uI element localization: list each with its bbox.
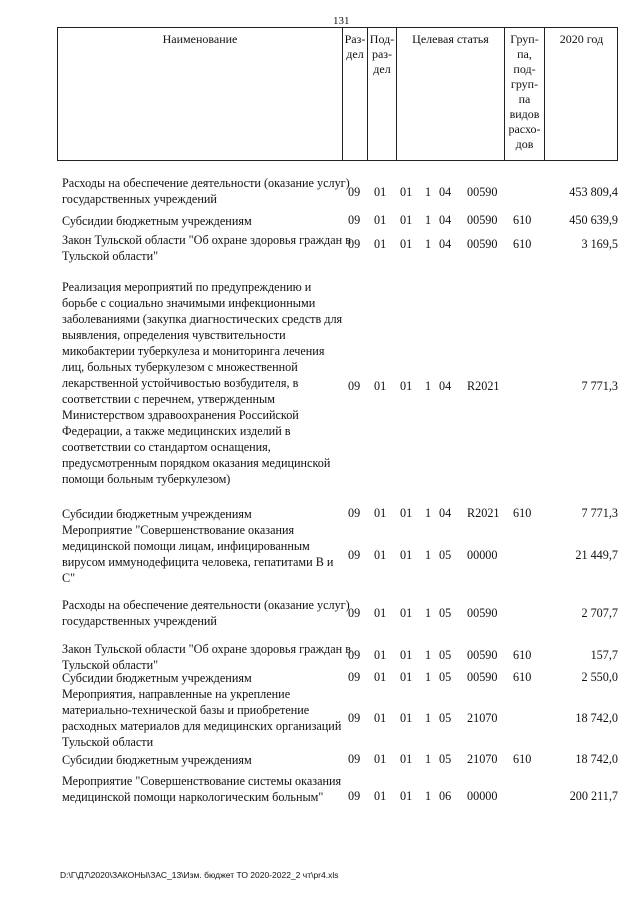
row-code-t4: 21070: [467, 752, 498, 766]
row-code-t1: 01: [400, 670, 413, 684]
row-amount: 18 742,0: [575, 711, 618, 725]
row-name: Расходы на обеспечение деятельности (оказание услуг) государственных учреждений: [62, 176, 350, 206]
row-code-t1: 01: [400, 506, 413, 520]
row-code-t3: 06: [439, 789, 452, 803]
header-razdel: Раз- дел: [344, 32, 366, 61]
row-name: Закон Тульской области "Об охране здоровья граждан в Тульской области": [62, 233, 351, 263]
row-code-pr: 01: [374, 606, 387, 620]
row-code-pr: 01: [374, 213, 387, 227]
row-code-t3: 05: [439, 606, 452, 620]
row-code-grp: 610: [513, 670, 532, 684]
header-year: 2020 год: [559, 32, 604, 46]
row-code-r: 09: [348, 789, 361, 803]
row-code-t3: 05: [439, 648, 452, 662]
row-code-t4: 00590: [467, 237, 498, 251]
row-code-grp: 610: [513, 648, 532, 662]
row-code-t1: 01: [400, 237, 413, 251]
row-code-t1: 01: [400, 789, 413, 803]
row-amount: 453 809,4: [569, 185, 618, 199]
row-code-r: 09: [348, 711, 361, 725]
row-code-t1: 01: [400, 752, 413, 766]
row-code-t3: 04: [439, 185, 452, 199]
row-code-t2: 1: [425, 379, 432, 393]
row-code-r: 09: [348, 670, 361, 684]
row-code-r: 09: [348, 752, 361, 766]
row-code-t4: R2021: [467, 379, 500, 393]
row-name: Мероприятия, направленные на укрепление материально-технической базы и приобретение расходных материалов для медицинских организаций Тульской области: [62, 687, 342, 749]
header-podrazdel: Под- раз- дел: [369, 32, 395, 76]
row-amount: 2 550,0: [581, 670, 618, 684]
row-code-pr: 01: [374, 670, 387, 684]
row-code-pr: 01: [374, 379, 387, 393]
row-code-t1: 01: [400, 606, 413, 620]
row-code-r: 09: [348, 213, 361, 227]
row-amount: 200 211,7: [569, 789, 618, 803]
row-code-t2: 1: [425, 185, 432, 199]
row-code-t2: 1: [425, 670, 432, 684]
row-code-t2: 1: [425, 548, 432, 562]
row-name: Мероприятие "Совершенствование оказания медицинской помощи лицам, инфицированным вирусом иммунодефицита человека, гепатитами В и С": [62, 523, 334, 585]
page-number: 131: [333, 15, 350, 27]
row-code-pr: 01: [374, 548, 387, 562]
row-code-t1: 01: [400, 711, 413, 725]
row-code-t4: 00000: [467, 789, 498, 803]
row-code-grp: 610: [513, 506, 532, 520]
row-code-t1: 01: [400, 548, 413, 562]
row-code-t2: 1: [425, 606, 432, 620]
row-code-t3: 04: [439, 213, 452, 227]
row-code-grp: 610: [513, 237, 532, 251]
row-code-t1: 01: [400, 213, 413, 227]
row-code-r: 09: [348, 379, 361, 393]
row-code-t2: 1: [425, 711, 432, 725]
row-code-t4: 00000: [467, 548, 498, 562]
row-code-pr: 01: [374, 752, 387, 766]
row-name: Субсидии бюджетным учреждениям: [62, 214, 252, 228]
row-name: Субсидии бюджетным учреждениям: [62, 671, 252, 685]
row-code-t4: 21070: [467, 711, 498, 725]
row-code-t1: 01: [400, 185, 413, 199]
row-code-pr: 01: [374, 648, 387, 662]
row-amount: 7 771,3: [581, 379, 618, 393]
header-name: Наименование: [162, 32, 238, 46]
column-divider: [396, 28, 397, 160]
row-code-r: 09: [348, 548, 361, 562]
row-code-t3: 04: [439, 379, 452, 393]
header-target-article: Целевая статья: [412, 32, 489, 46]
row-code-pr: 01: [374, 185, 387, 199]
row-code-t1: 01: [400, 648, 413, 662]
row-code-pr: 01: [374, 237, 387, 251]
row-code-t3: 05: [439, 670, 452, 684]
row-code-t4: 00590: [467, 606, 498, 620]
row-code-t4: 00590: [467, 185, 498, 199]
row-code-t4: 00590: [467, 213, 498, 227]
row-code-t2: 1: [425, 752, 432, 766]
row-code-r: 09: [348, 506, 361, 520]
row-name: Закон Тульской области "Об охране здоровья граждан в Тульской области": [62, 642, 351, 672]
row-name: Субсидии бюджетным учреждениям: [62, 753, 252, 767]
row-amount: 7 771,3: [581, 506, 618, 520]
row-code-grp: 610: [513, 752, 532, 766]
row-name: Субсидии бюджетным учреждениям: [62, 507, 252, 521]
row-code-t1: 01: [400, 379, 413, 393]
row-code-t2: 1: [425, 506, 432, 520]
row-code-grp: 610: [513, 213, 532, 227]
row-amount: 450 639,9: [569, 213, 618, 227]
row-code-t3: 05: [439, 752, 452, 766]
table-header: [57, 27, 618, 161]
row-name: Реализация мероприятий по предупреждению и борьбе с социально значимыми инфекционными заболеваниями (закупка диагностических средств для выявления, определения чувствительности микобактерии туберкулеза и мониторинга лечения лиц, больных туберкулезом с множественной лекарственной устойчивостью возбудителя, в соответствии с перечнем, утвержденным Министерством здравоохранения Российской Федерации, а также медицинских изделий в соответствии со стандартом оснащения, предусмотренным порядком оказания медицинской помощи больным туберкулезом): [62, 280, 343, 486]
row-amount: 157,7: [590, 648, 618, 662]
row-code-t2: 1: [425, 789, 432, 803]
row-code-t4: 00590: [467, 670, 498, 684]
row-code-t3: 05: [439, 548, 452, 562]
row-name: Мероприятие "Совершенствование системы оказания медицинской помощи наркологическим больным": [62, 774, 342, 804]
header-expense-group: Груп- па, под- груп- па видов расхо- дов: [508, 32, 541, 151]
row-code-t2: 1: [425, 213, 432, 227]
row-code-t3: 04: [439, 237, 452, 251]
row-code-r: 09: [348, 185, 361, 199]
row-amount: 3 169,5: [581, 237, 618, 251]
row-code-t3: 05: [439, 711, 452, 725]
row-amount: 18 742,0: [575, 752, 618, 766]
row-code-r: 09: [348, 648, 361, 662]
row-code-r: 09: [348, 237, 361, 251]
row-code-t4: 00590: [467, 648, 498, 662]
row-code-t2: 1: [425, 648, 432, 662]
row-code-t2: 1: [425, 237, 432, 251]
row-code-pr: 01: [374, 789, 387, 803]
row-amount: 2 707,7: [581, 606, 618, 620]
row-code-t3: 04: [439, 506, 452, 520]
row-code-t4: R2021: [467, 506, 500, 520]
file-path-footer: D:\Г\Д7\2020\ЗАКОНЫ\ЗАС_13\Изм. бюджет ТО 2020-2022_2 чт\pr4.xls: [60, 870, 339, 880]
row-name: Расходы на обеспечение деятельности (оказание услуг) государственных учреждений: [62, 598, 350, 628]
column-divider: [544, 28, 545, 160]
row-amount: 21 449,7: [575, 548, 618, 562]
row-code-r: 09: [348, 606, 361, 620]
row-code-pr: 01: [374, 711, 387, 725]
row-code-pr: 01: [374, 506, 387, 520]
